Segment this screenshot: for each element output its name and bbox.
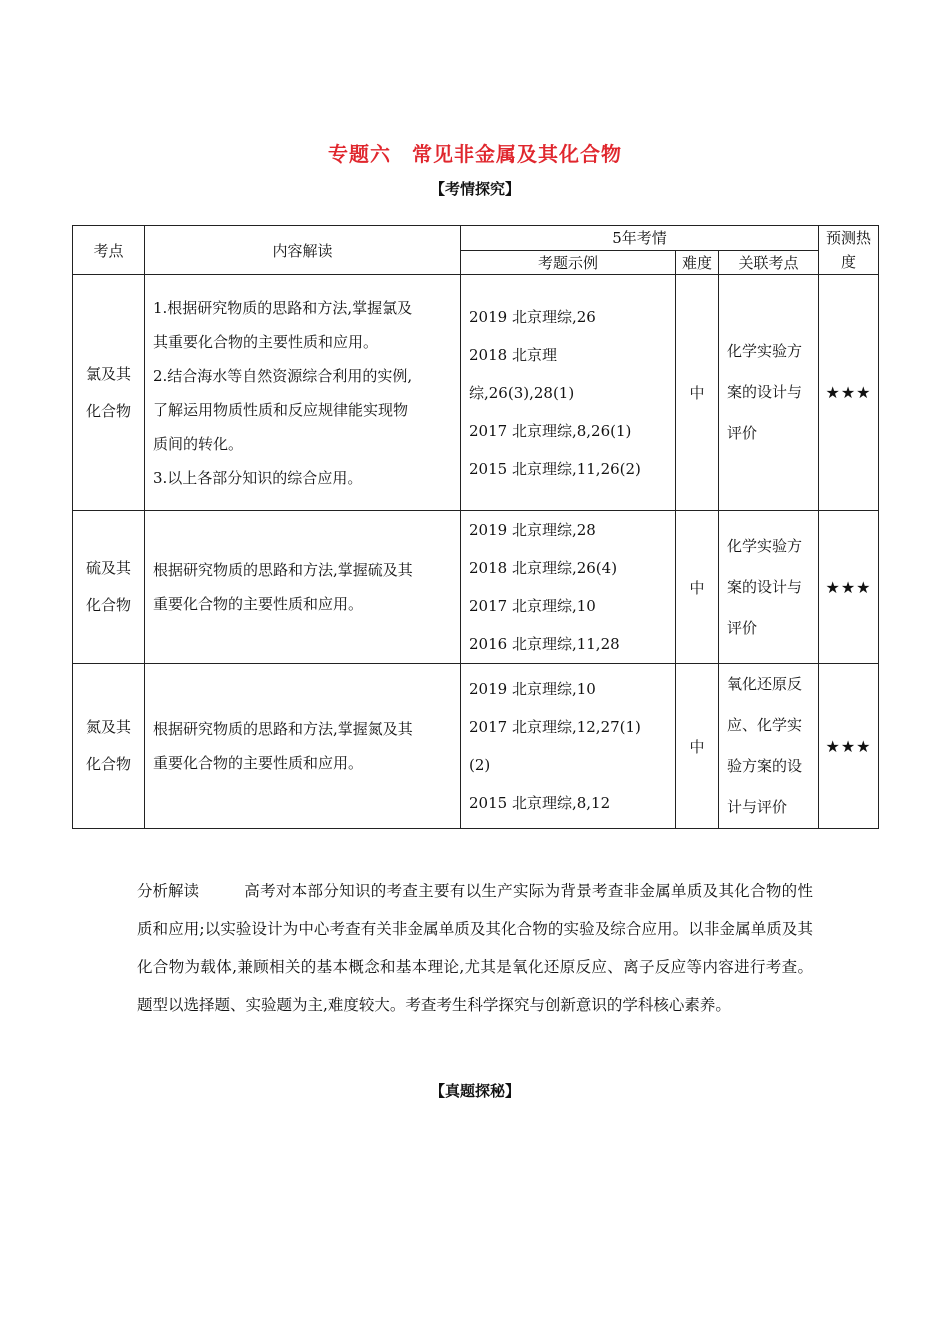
difficulty-cell: 中 xyxy=(676,664,719,829)
topic-cell-line: 化合物 xyxy=(85,755,131,773)
section-heading-real-questions: 【真题探秘】 xyxy=(429,1082,520,1100)
analysis-paragraph xyxy=(137,872,813,1024)
examples-cell-line: 2017 北京理综,12,27(1) xyxy=(469,718,641,736)
section-heading-exam-analysis: 【考情探究】 xyxy=(429,180,520,198)
related-cell-line: 案的设计与 xyxy=(727,383,803,401)
content-cell xyxy=(145,511,461,664)
examples-cell-line: 2015 北京理综,11,26(2) xyxy=(469,459,641,478)
related-cell-line: 应、化学实 xyxy=(727,716,803,734)
examples-cell-line: 2016 北京理综,11,28 xyxy=(469,635,620,653)
content-cell-line: 2.结合海水等自然资源综合利用的实例, xyxy=(153,366,413,385)
examples-cell-line: 2019 北京理综,10 xyxy=(469,680,596,698)
related-cell xyxy=(719,664,819,829)
examples-cell-line: 2018 北京理综,26(4) xyxy=(469,559,618,577)
topic-cell xyxy=(73,664,145,829)
forecast-stars: ★★★ xyxy=(819,664,879,829)
difficulty-cell: 中 xyxy=(676,275,719,511)
related-cell-line: 计与评价 xyxy=(727,798,788,816)
related-cell-line: 案的设计与 xyxy=(727,577,803,596)
content-cell-line: 其重要化合物的主要性质和应用。 xyxy=(153,332,379,351)
table-row xyxy=(73,275,879,511)
forecast-stars: ★★★ xyxy=(819,275,879,511)
content-cell-line: 质间的转化。 xyxy=(153,434,244,453)
examples-cell-line: 2017 北京理综,10 xyxy=(469,597,596,615)
table-row xyxy=(73,664,879,829)
table-row xyxy=(73,511,879,664)
examples-cell xyxy=(461,275,676,511)
header-forecast: 预测热度 xyxy=(819,226,879,275)
topic-cell-line: 氯及其 xyxy=(85,364,131,383)
header-content: 内容解读 xyxy=(145,226,461,275)
related-cell xyxy=(719,511,819,664)
examples-cell-line: 综,26(3),28(1) xyxy=(469,383,575,402)
related-cell-line: 验方案的设 xyxy=(727,757,803,775)
forecast-stars: ★★★ xyxy=(819,511,879,664)
content-cell-line: 3.以上各部分知识的综合应用。 xyxy=(153,468,363,487)
content-cell-line: 根据研究物质的思路和方法,掌握硫及其 xyxy=(153,561,413,579)
related-cell-line: 化学实验方 xyxy=(727,536,803,555)
content-cell-line: 重要化合物的主要性质和应用。 xyxy=(153,754,364,772)
header-difficulty: 难度 xyxy=(676,250,719,275)
topic-cell-line: 氮及其 xyxy=(85,718,131,736)
examples-cell-line: 2019 北京理综,26 xyxy=(469,307,596,326)
analysis-label: 分析解读 xyxy=(137,882,200,900)
related-cell xyxy=(719,275,819,511)
examples-cell-line: 2017 北京理综,8,26(1) xyxy=(469,421,632,440)
topic-cell-line: 化合物 xyxy=(85,596,131,614)
examples-cell-line: (2) xyxy=(469,756,491,774)
content-cell xyxy=(145,275,461,511)
header-five-years: 5年考情 xyxy=(461,226,819,251)
page-title: 专题六 常见非金属及其化合物 xyxy=(328,142,622,166)
related-cell-line: 评价 xyxy=(727,424,758,442)
examples-cell-line: 2019 北京理综,28 xyxy=(469,521,596,539)
examples-cell-line: 2015 北京理综,8,12 xyxy=(469,794,611,812)
related-cell-line: 评价 xyxy=(727,618,758,637)
content-cell xyxy=(145,664,461,829)
difficulty-cell: 中 xyxy=(676,511,719,664)
topic-cell xyxy=(73,511,145,664)
examples-cell xyxy=(461,664,676,829)
header-examples: 考题示例 xyxy=(461,250,676,275)
topic-cell-line: 硫及其 xyxy=(85,559,131,577)
topic-cell xyxy=(73,275,145,511)
examples-cell xyxy=(461,511,676,664)
header-topic: 考点 xyxy=(73,226,145,275)
topic-cell-line: 化合物 xyxy=(85,401,131,420)
examples-cell-line: 2018 北京理 xyxy=(469,345,557,364)
related-cell-line: 氧化还原反 xyxy=(727,675,803,693)
related-cell-line: 化学实验方 xyxy=(727,342,803,360)
exam-analysis-table xyxy=(72,225,879,829)
content-cell-line: 重要化合物的主要性质和应用。 xyxy=(153,595,364,613)
analysis-text: 高考对本部分知识的考查主要有以生产实际为背景考查非金属单质及其化合物的性质和应用;以实验设计为中心考查有关非金属单质及其化合物的实验及综合应用。以非金属单质及其化合物为载体,兼顾相关的基本概念和基本理论,尤其是氧化还原反应、离子反应等内容进行考查。题型以选择题、实验题为主,难度较大。考查考生科学探究与创新意识的学科核心素养。 xyxy=(137,882,813,1014)
header-related: 关联考点 xyxy=(719,250,819,275)
content-cell-line: 1.根据研究物质的思路和方法,掌握氯及 xyxy=(153,298,413,317)
content-cell-line: 了解运用物质性质和反应规律能实现物 xyxy=(153,400,409,419)
content-cell-line: 根据研究物质的思路和方法,掌握氮及其 xyxy=(153,720,413,738)
